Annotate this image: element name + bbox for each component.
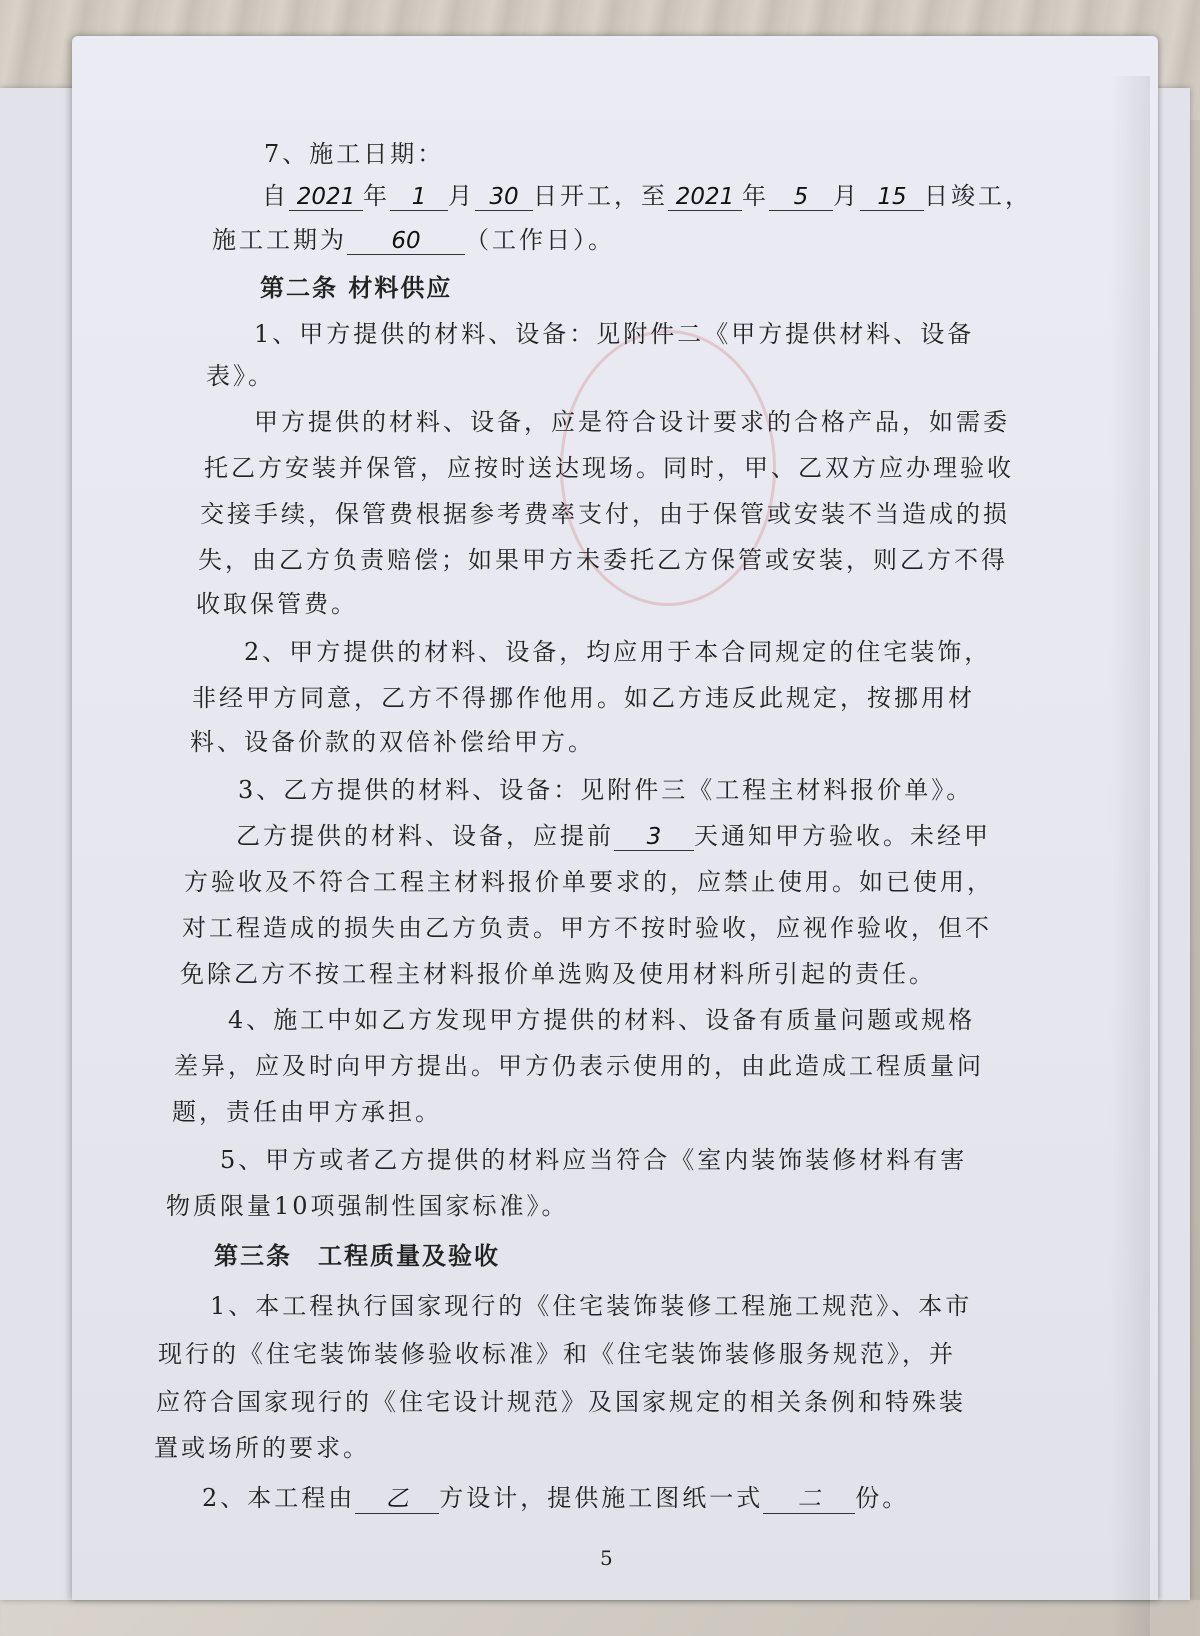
- duration-days-field: 60: [347, 228, 465, 255]
- drawings-copies-field: 二: [763, 1480, 855, 1514]
- notice-text: 天通知甲方验收。未经甲: [694, 822, 991, 850]
- paragraph-line: 置或场所的要求。: [154, 1434, 370, 1462]
- copies-unit: 份。: [855, 1484, 910, 1512]
- paragraph-line: 现行的《住宅装饰装修验收标准》和《住宅装饰装修服务规范》，并: [158, 1340, 956, 1368]
- design-label: 2、本工程由: [202, 1484, 356, 1512]
- paragraph-line: 方验收及不符合工程主材料报价单要求的，应禁止使用。如已使用，: [184, 868, 994, 896]
- paragraph-line: 物质限量10项强制性国家标准》。: [166, 1192, 569, 1220]
- paragraph-line: 非经甲方同意，乙方不得挪作他用。如乙方违反此规定，按挪用材: [192, 684, 975, 712]
- start-year-field: 2021: [289, 184, 363, 211]
- start-day-field: 30: [475, 184, 533, 211]
- duration-unit: （工作日）。: [465, 226, 615, 254]
- page-number: 5: [600, 1546, 613, 1570]
- start-label: 日开工，至: [533, 182, 668, 210]
- end-month-field: 5: [769, 184, 833, 211]
- month-label: 月: [833, 182, 860, 210]
- article-2-heading: 第二条 材料供应: [260, 274, 453, 302]
- paragraph-line: 5、甲方或者乙方提供的材料应当符合《室内装饰装修材料有害: [220, 1146, 968, 1174]
- paragraph-line: 3、乙方提供的材料、设备：见附件三《工程主材料报价单》。: [238, 776, 974, 804]
- month-label: 月: [448, 182, 475, 210]
- paragraph-line: 对工程造成的损失由乙方负责。甲方不按时验收，应视作验收，但不: [182, 914, 992, 942]
- paragraph-line: 差异，应及时向甲方提出。甲方仍表示使用的，由此造成工程质量问: [174, 1052, 984, 1080]
- notice-label: 乙方提供的材料、设备，应提前: [236, 822, 614, 850]
- duration-line: [212, 220, 615, 255]
- end-day-field: 15: [860, 184, 924, 211]
- paragraph-line: 4、施工中如乙方发现甲方提供的材料、设备有质量问题或规格: [228, 1006, 976, 1034]
- start-month-field: 1: [390, 184, 448, 211]
- design-party-field: 乙: [355, 1480, 439, 1514]
- paragraph-line: 失，由乙方负责赔偿；如果甲方未委托乙方保管或安装，则乙方不得: [198, 546, 1008, 574]
- year-label: 年: [363, 182, 390, 210]
- paragraph-line: 料、设备价款的双倍补偿给甲方。: [190, 728, 595, 756]
- date-prefix: 自: [262, 182, 289, 210]
- paragraph-line: 题，责任由甲方承担。: [172, 1098, 442, 1126]
- construction-date-line: [262, 176, 1032, 211]
- paragraph-line: 甲方提供的材料、设备，应是符合设计要求的合格产品，如需委: [254, 408, 1010, 436]
- paragraph-line: 应符合国家现行的《住宅设计规范》及国家规定的相关条例和特殊装: [156, 1388, 966, 1416]
- notice-line: [236, 816, 991, 851]
- paragraph-line: 交接手续，保管费根据参考费率支付，由于保管或安装不当造成的损: [200, 500, 1010, 528]
- end-label: 日竣工，: [924, 182, 1032, 210]
- drawings-label: 方设计，提供施工图纸一式: [439, 1484, 764, 1512]
- paragraph-line: 1、甲方提供的材料、设备：见附件二《甲方提供材料、设备: [254, 320, 975, 348]
- clause-7-title: 7、施工日期：: [264, 140, 445, 168]
- paragraph-line: 免除乙方不按工程主材料报价单选购及使用材料所引起的责任。: [180, 960, 936, 988]
- paragraph-line: 收取保管费。: [196, 590, 358, 618]
- design-line: [202, 1478, 909, 1514]
- end-year-field: 2021: [668, 184, 742, 211]
- notice-days-field: 3: [614, 824, 694, 851]
- duration-label: 施工工期为: [212, 226, 347, 254]
- year-label: 年: [742, 182, 769, 210]
- paragraph-line: 1、本工程执行国家现行的《住宅装饰装修工程施工规范》、本市: [210, 1292, 973, 1320]
- paragraph-line: 2、甲方提供的材料、设备，均应用于本合同规定的住宅装饰，: [244, 638, 992, 666]
- paragraph-line: 表》。: [206, 362, 275, 390]
- paragraph-line: 托乙方安装并保管，应按时送达现场。同时，甲、乙双方应办理验收: [204, 454, 1014, 482]
- article-3-heading: 第三条 工程质量及验收: [214, 1242, 500, 1270]
